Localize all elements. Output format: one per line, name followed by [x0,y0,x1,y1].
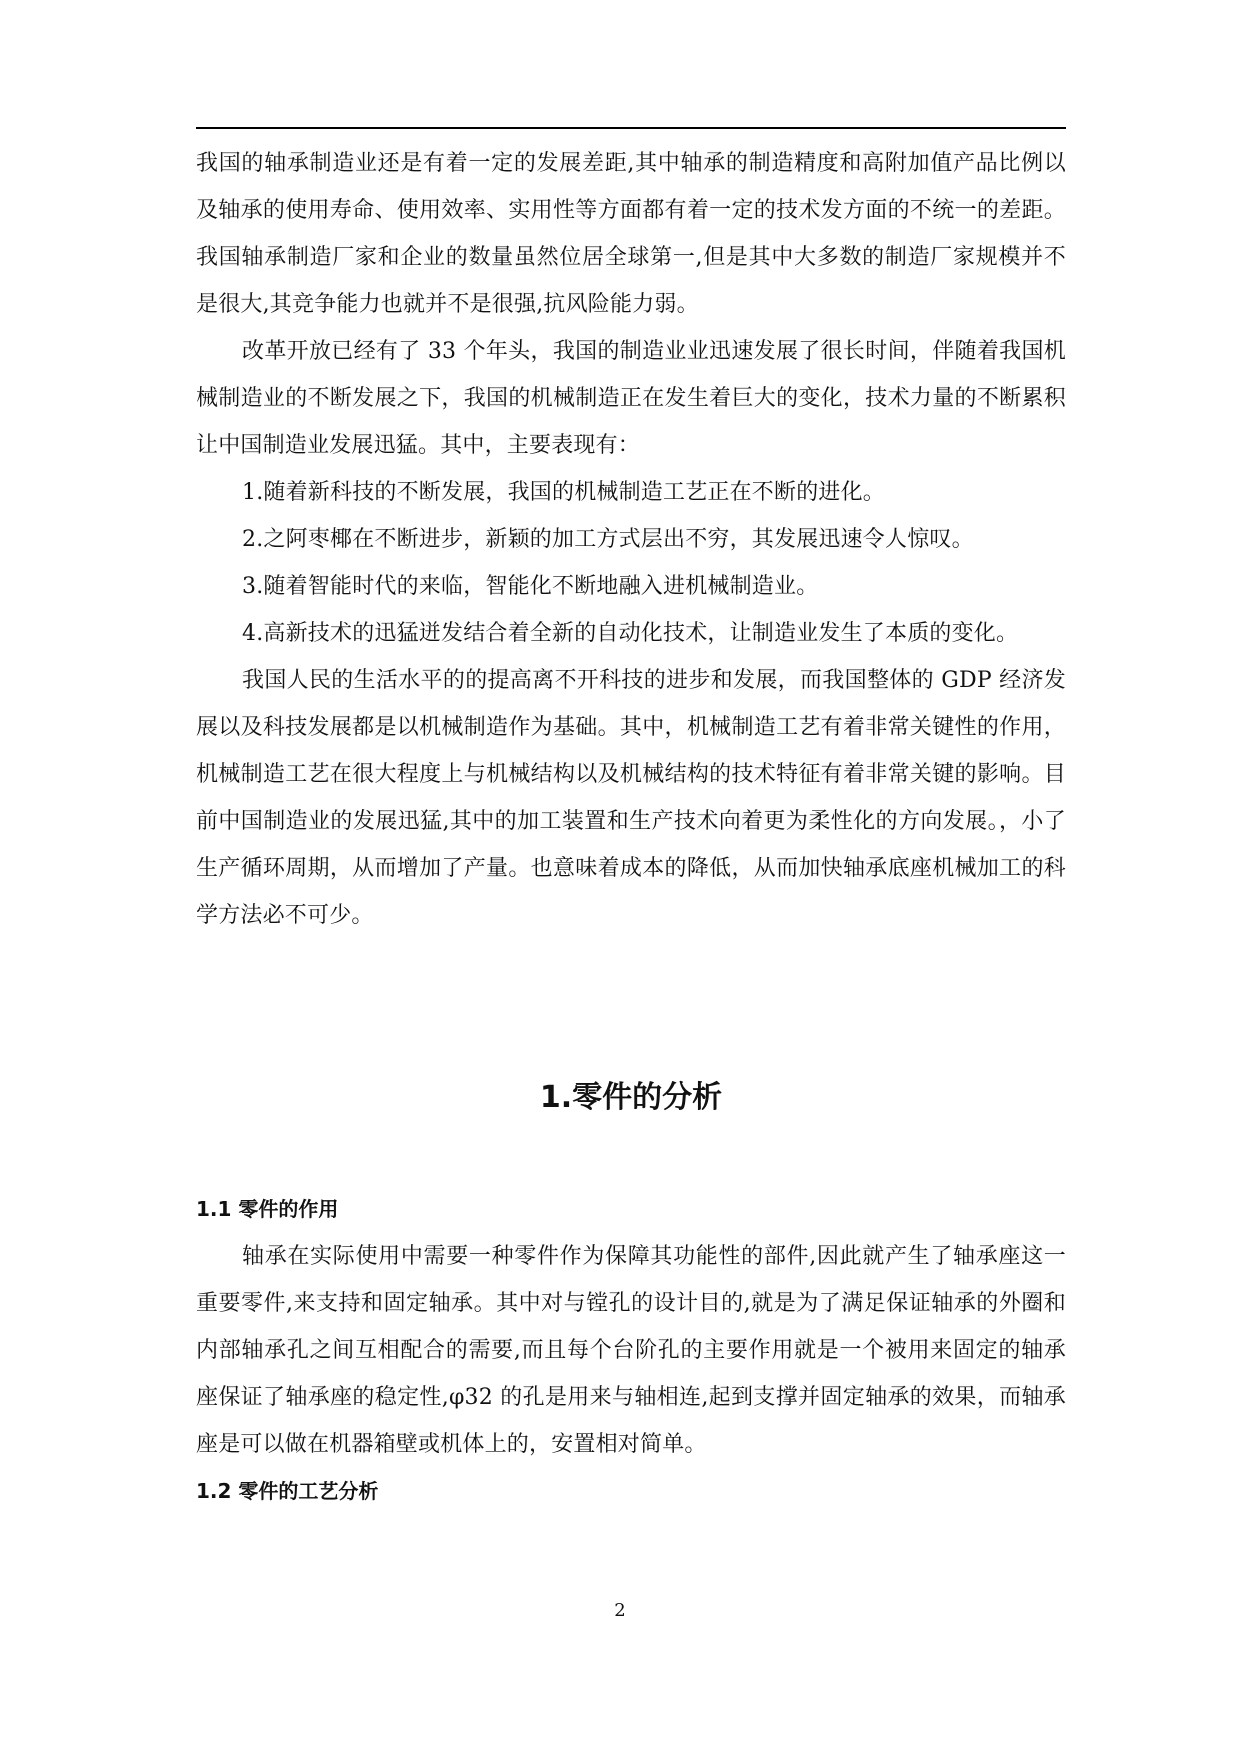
intro-paragraph-2: 改革开放已经有了 33 个年头，我国的制造业业迅速发展了很长时间，伴随着我国机械制造业的不断发展之下，我国的机械制造正在发生着巨大的变化，技术力量的不断累积让中国制造业发展迅猛。其中，主要表现有： [196,339,1066,458]
page-number: 2 [614,1600,626,1621]
list-item: 4.高新技术的迅猛迸发结合着全新的自动化技术，让制造业发生了本质的变化。 [242,621,1019,646]
list-item: 2.之阿枣椰在不断进步，新颖的加工方式层出不穷，其发展迅速令人惊叹。 [242,527,974,552]
section-1-1-title: 1.1 零件的作用 [196,1197,339,1221]
section-1-2-title: 1.2 零件的工艺分析 [196,1479,379,1503]
list-item: 3.随着智能时代的来临，智能化不断地融入进机械制造业。 [242,574,819,599]
chapter-title: 1.零件的分析 [539,1080,723,1115]
intro-paragraph-1: 我国的轴承制造业还是有着一定的发展差距,其中轴承的制造精度和高附加值产品比例以及轴承的使用寿命、使用效率、实用性等方面都有着一定的技术发方面的不统一的差距。我国轴承制造厂家和企业的数量虽然位居全球第一,但是其中大多数的制造厂家规模并不是很大,其竞争能力也就并不是很强,抗风险能力弱。 [196,151,1066,317]
list-item: 1.随着新科技的不断发展，我国的机械制造工艺正在不断的进化。 [242,480,885,505]
closing-paragraph: 我国人民的生活水平的的提高离不开科技的进步和发展，而我国整体的 GDP 经济发展以及科技发展都是以机械制造作为基础。其中，机械制造工艺有着非常关键性的作用，机械制造工艺在很大程度上与机械结构以及机械结构的技术特征有着非常关键的影响。目前中国制造业的发展迅猛,其中的加工装置和生产技术向着更为柔性化的方向发展。，小了生产循环周期，从而增加了产量。也意味着成本的降低，从而加快轴承底座机械加工的科学方法必不可少。 [196,668,1066,928]
page-content [196,140,1066,939]
section-1-1 [196,1186,1066,1515]
header-rule [196,127,1066,129]
section-1-1-paragraph: 轴承在实际使用中需要一种零件作为保障其功能性的部件,因此就产生了轴承座这一重要零件,来支持和固定轴承。其中对与镗孔的设计目的,就是为了满足保证轴承的外圈和内部轴承孔之间互相配合的需要,而且每个台阶孔的主要作用就是一个被用来固定的轴承座保证了轴承座的稳定性,φ32 的孔是用来与轴相连,起到支撑并固定轴承的效果，而轴承座是可以做在机器箱壁或机体上的，安置相对简单。 [196,1244,1066,1457]
